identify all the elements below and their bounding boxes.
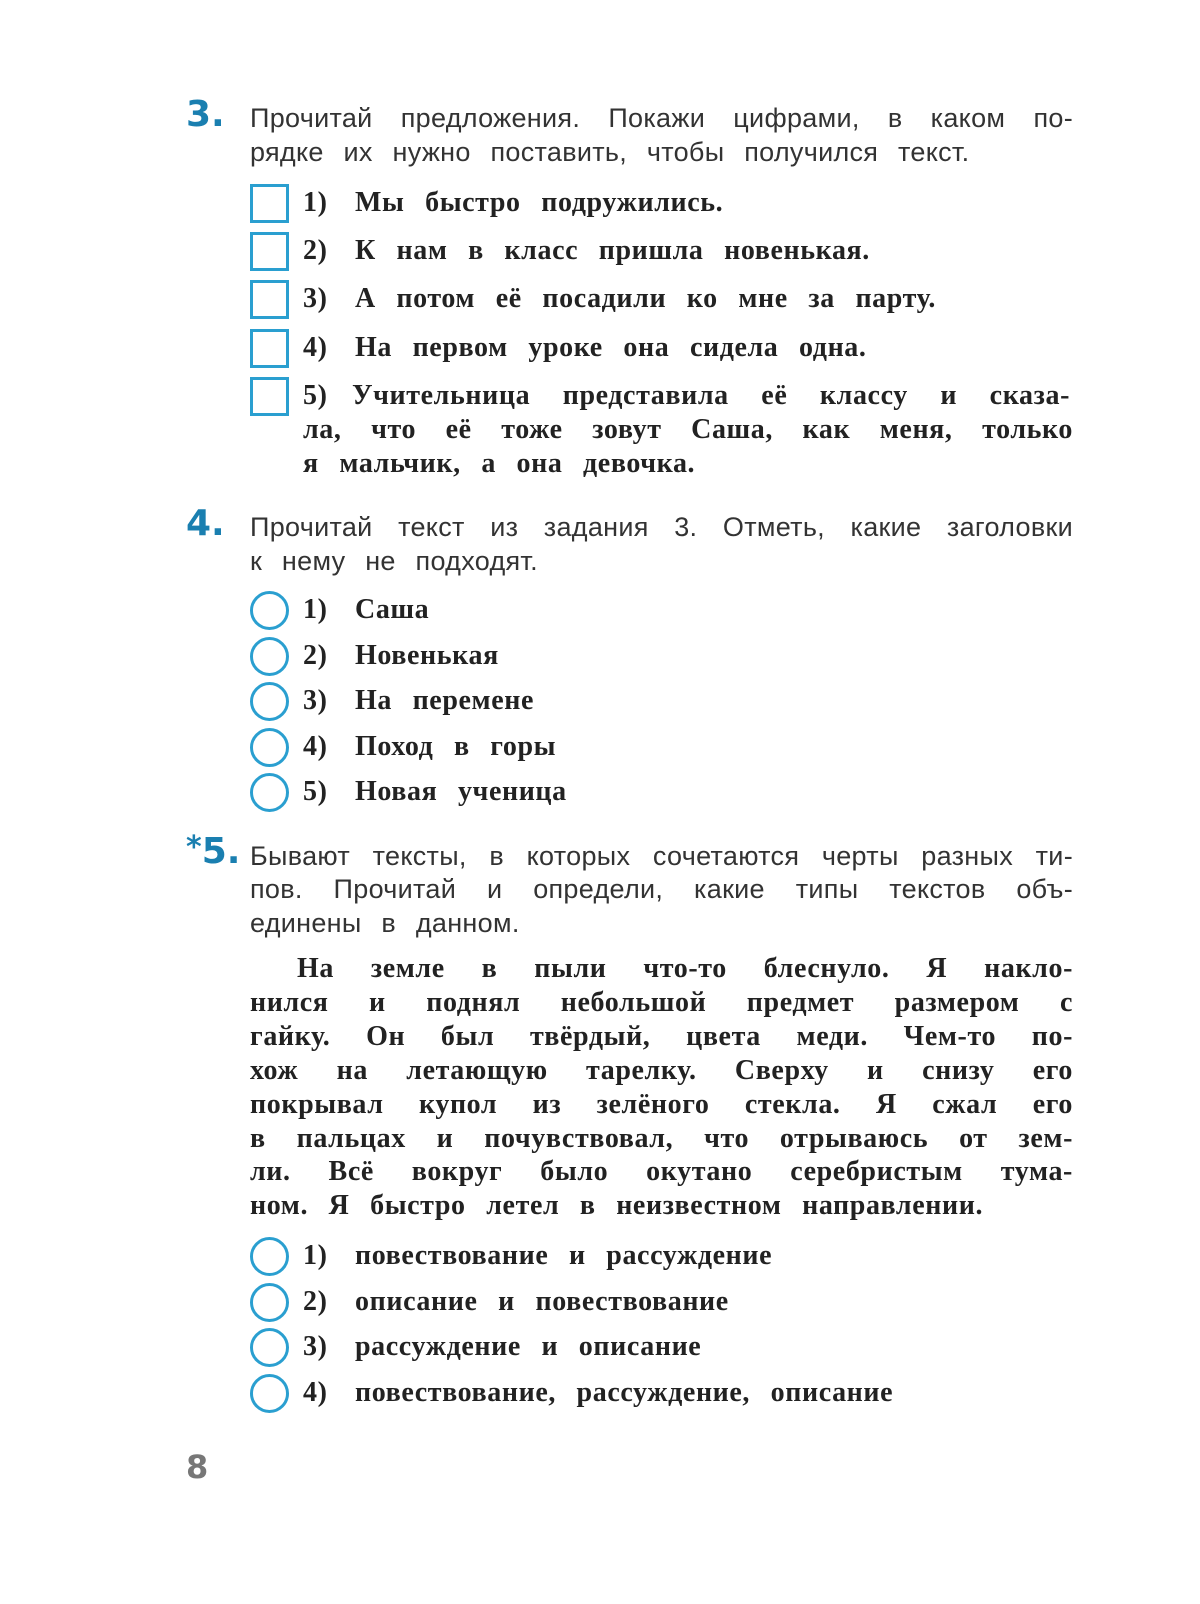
option-text: повествование, рассуждение, описание	[355, 1377, 894, 1408]
option-label: 4)	[303, 1377, 328, 1408]
answer-radio[interactable]	[250, 591, 289, 630]
option-text: Саша	[355, 594, 430, 625]
option-text: На перемене	[355, 685, 535, 716]
passage-lines-line: гайку. Он был твёрдый, цвета меди. Чем-то по-	[250, 1021, 1073, 1052]
answer-radio[interactable]	[250, 1374, 289, 1413]
answer-box[interactable]	[250, 329, 289, 368]
option-label: 3)	[303, 1331, 328, 1362]
task-number: 4.	[186, 503, 225, 544]
passage-lines-line: ли. Всё вокруг было окутано серебристым тума-	[250, 1156, 1073, 1187]
passage-lines-line: хож на летающую тарелку. Сверху и снизу его	[250, 1055, 1073, 1086]
answer-box[interactable]	[250, 377, 289, 416]
passage-lines-line: нился и поднял небольшой предмет размером с	[250, 987, 1073, 1018]
answer-box[interactable]	[250, 280, 289, 319]
answer-radio[interactable]	[250, 1328, 289, 1367]
option-text: Поход в горы	[355, 731, 557, 762]
answer-radio[interactable]	[250, 728, 289, 767]
option-text: Новенькая	[355, 640, 499, 671]
option-text: Новая ученица	[355, 776, 567, 807]
option-label: 2)	[303, 1286, 328, 1317]
option-label: 1)	[303, 187, 328, 218]
task-number: 3.	[186, 94, 225, 135]
prompt-lines-line: пов. Прочитай и определи, какие типы текстов объ-	[250, 874, 1073, 904]
prompt-lines-line: единены в данном.	[250, 908, 520, 938]
option-text: ла, что её тоже зовут Саша, как меня, только	[303, 414, 1073, 445]
option-label: 2)	[303, 235, 328, 266]
passage-lines-line: покрывал купол из зелёного стекла. Я сжал его	[250, 1089, 1073, 1120]
option-label: 2)	[303, 640, 328, 671]
prompt-lines-line: к нему не подходят.	[250, 546, 538, 576]
answer-radio[interactable]	[250, 637, 289, 676]
option-text: Учительница представила её классу и сказа-	[352, 380, 1070, 411]
option-text: описание и повествование	[355, 1286, 729, 1317]
page-number: 8	[186, 1448, 209, 1486]
answer-box[interactable]	[250, 232, 289, 271]
option-text: Мы быстро подружились.	[355, 187, 724, 218]
task-number-text: 5.	[201, 831, 241, 872]
option-label: 5)	[303, 776, 328, 807]
prompt-lines-line: Прочитай предложения. Покажи цифрами, в каком по-	[250, 103, 1073, 133]
option-text: К нам в класс пришла новенькая.	[355, 235, 870, 266]
answer-radio[interactable]	[250, 1237, 289, 1276]
option-text: А потом её посадили ко мне за парту.	[355, 283, 936, 314]
option-label: 1)	[303, 594, 328, 625]
option-label: 4)	[303, 731, 328, 762]
passage-lines-line: На земле в пыли что-то блеснуло. Я накло-	[297, 953, 1073, 984]
option-label: 5)	[303, 380, 328, 411]
task-number	[186, 832, 240, 872]
passage-lines-line: в пальцах и почувствовал, что отрываюсь от зем-	[250, 1123, 1073, 1154]
answer-radio[interactable]	[250, 773, 289, 812]
option-text: На первом уроке она сидела одна.	[355, 332, 867, 363]
answer-box[interactable]	[250, 184, 289, 223]
option-label: 3)	[303, 283, 328, 314]
answer-radio[interactable]	[250, 1283, 289, 1322]
option-label: 1)	[303, 1240, 328, 1271]
option-text: я мальчик, а она девочка.	[303, 448, 696, 479]
prompt-lines-line: Бывают тексты, в которых сочетаются черты разных ти-	[250, 841, 1073, 871]
prompt-lines-line: рядке их нужно поставить, чтобы получился текст.	[250, 137, 970, 167]
option-label: 3)	[303, 685, 328, 716]
prompt-lines-line: Прочитай текст из задания 3. Отметь, какие заголовки	[250, 512, 1073, 542]
option-text: повествование и рассуждение	[355, 1240, 773, 1271]
passage-lines-line: ном. Я быстро летел в неизвестном направлении.	[250, 1190, 984, 1221]
option-label: 4)	[303, 332, 328, 363]
option-text: рассуждение и описание	[355, 1331, 702, 1362]
star-icon: *	[186, 830, 202, 865]
answer-radio[interactable]	[250, 682, 289, 721]
